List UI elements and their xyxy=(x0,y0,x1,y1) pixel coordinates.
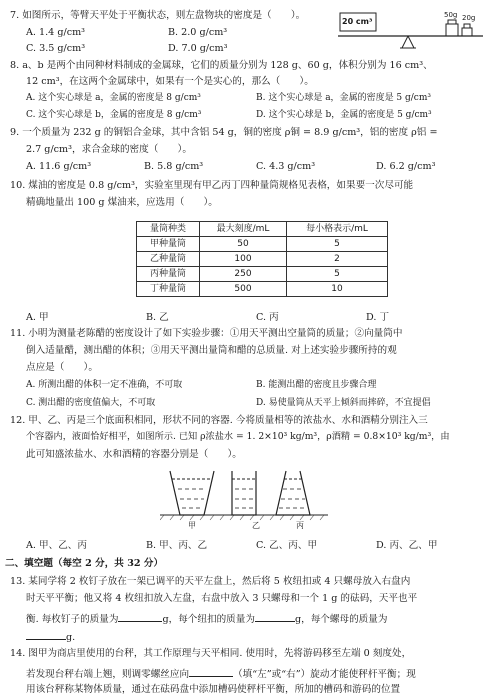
q11-line1: 11. 小明为测量老陈醋的密度设计了如下实验步骤：①用天平测出空量筒的质量；②向量筒中 xyxy=(10,328,403,339)
q13-text: g，每个螺母的质量为 xyxy=(294,614,388,625)
q8-option-c: C. 这个实心球是 b，金属的密度是 8 g/cm³ xyxy=(26,110,202,120)
q14-line1: 14. 图甲为商店里使用的台秤，其工作原理与天平相同. 使用时，先将游码移至左端 0 刻度处， xyxy=(10,648,412,659)
q14-text: 若发现台秤右端上翘，则调零螺丝应向 xyxy=(26,669,190,680)
table-header: 最大刻度/mL xyxy=(200,222,287,237)
q13-text: 衡. 每枚钉子的质量为 xyxy=(26,614,119,625)
q13-line2: 时天平平衡；他又将 4 枚纽扣放入左盘，右盘中放入 3 只螺母和一个 1 g 的砝码，天平也平 xyxy=(26,593,418,604)
table-cell: 5 xyxy=(287,237,388,252)
q7-weight-20g: 20g xyxy=(462,14,476,22)
answer-blank[interactable] xyxy=(189,666,233,677)
q7-weight-50g: 50g xyxy=(444,11,458,19)
q9-option-a: A. 11.6 g/cm³ xyxy=(26,161,92,172)
table-cell: 丁种量筒 xyxy=(137,282,200,297)
table-cell: 500 xyxy=(200,282,287,297)
table-cell: 250 xyxy=(200,267,287,282)
table-row xyxy=(137,252,388,267)
q10-line1: 10. 煤油的密度是 0.8 g/cm³，实验室里现有甲乙丙丁四种量筒规格见表格，如果要一次尽可能 xyxy=(10,180,414,191)
cylinder-spec-table xyxy=(136,221,388,297)
q12-line1: 12. 甲、乙、丙是三个底面积相同，形状不同的容器. 今将质量相等的浓盐水、水和酒精分别注入三 xyxy=(10,415,428,426)
q12-line2: 个容器内，液面恰好相平，如图所示. 已知 ρ浓盐水 = 1. 2×10³ kg/m³，ρ酒精 = 0.8×10³ kg/m³，由 xyxy=(26,431,450,442)
q11-line3: 点应是（ ）。 xyxy=(26,362,98,373)
table-header: 每小格表示/mL xyxy=(287,222,388,237)
q13-text: g，每个纽扣的质量为 xyxy=(162,614,255,625)
table-header: 量筒种类 xyxy=(137,222,200,237)
q7-option-d: D. 7.0 g/cm³ xyxy=(168,43,228,54)
q7-block-label: 20 cm³ xyxy=(342,17,373,26)
q8-option-d: D. 这个实心球是 b，金属的密度是 5 g/cm³ xyxy=(256,110,432,120)
table-row xyxy=(137,237,388,252)
q8-option-a: A. 这个实心球是 a，金属的密度是 8 g/cm³ xyxy=(26,93,201,103)
table-cell: 5 xyxy=(287,267,388,282)
q10-option-d: D. 丁 xyxy=(366,312,390,323)
q14-line2 xyxy=(26,666,416,680)
q11-option-c: C. 测出醋的密度值偏大，不可取 xyxy=(26,398,156,408)
q13-text: g. xyxy=(66,632,76,643)
section-heading: 二、填空题（每空 2 分，共 32 分） xyxy=(5,558,164,569)
q12-line3: 此可知盛浓盐水、水和酒精的容器分别是（ ）。 xyxy=(26,449,242,460)
q13-line4 xyxy=(26,629,75,643)
container-label-yi: 乙 xyxy=(252,521,260,530)
q8-option-b: B. 这个实心球是 a，金属的密度是 5 g/cm³ xyxy=(256,93,431,103)
q14-line3: 用该台秤称某物体质量，通过在砝码盘中添加槽码使秤杆平衡，所加的槽码和游码的位置 xyxy=(26,684,401,695)
q12-option-d: D. 丙、乙、甲 xyxy=(376,540,438,551)
q10-option-b: B. 乙 xyxy=(146,312,169,323)
q11-option-a: A. 所测出醋的体积一定不准确，不可取 xyxy=(26,380,183,390)
q12-option-b: B. 甲、丙、乙 xyxy=(146,540,208,551)
q12-containers-figure xyxy=(160,467,330,525)
q9-option-b: B. 5.8 g/cm³ xyxy=(144,161,204,172)
q11-line2: 倒入适量醋，测出醋的体积；③用天平测出量筒和醋的总质量. 对上述实验步骤所持的观 xyxy=(26,345,397,356)
q10-option-a: A. 甲 xyxy=(26,312,49,323)
table-cell: 10 xyxy=(287,282,388,297)
answer-blank[interactable] xyxy=(255,611,295,622)
table-cell: 2 xyxy=(287,252,388,267)
q11-option-b: B. 能测出醋的密度且步骤合理 xyxy=(256,380,377,390)
q10-option-c: C. 丙 xyxy=(256,312,279,323)
table-cell: 100 xyxy=(200,252,287,267)
container-label-bing: 丙 xyxy=(296,521,304,530)
q9-line2: 2.7 g/cm³，求合金球的密度（ ）。 xyxy=(26,144,192,155)
table-cell: 乙种量筒 xyxy=(137,252,200,267)
q11-option-d: D. 易使量筒从天平上倾斜而摔碎，不宜提倡 xyxy=(256,398,431,408)
table-row xyxy=(137,267,388,282)
q10-line2: 精确地量出 100 g 煤油来，应选用（ ）。 xyxy=(26,197,218,208)
answer-blank[interactable] xyxy=(118,611,162,622)
q12-option-c: C. 乙、丙、甲 xyxy=(256,540,318,551)
q7-option-b: B. 2.0 g/cm³ xyxy=(168,27,228,38)
table-header-row xyxy=(137,222,388,237)
q8-line1: 8. a、b 是两个由同种材料制成的金属球，它们的质量分别为 128 g、60 g，体积分别为 16 cm³、 xyxy=(10,60,433,71)
q9-option-c: C. 4.3 g/cm³ xyxy=(256,161,316,172)
container-label-jia: 甲 xyxy=(188,521,196,530)
q9-line1: 9. 一个质量为 232 g 的铜铝合金球，其中含铝 54 g，铜的密度 ρ铜 = 8.9 g/cm³，铝的密度 ρ铝 = xyxy=(10,127,438,138)
table-cell: 50 xyxy=(200,237,287,252)
answer-blank[interactable] xyxy=(26,629,66,640)
q14-text: （填“左”或“右”）旋动才能使秤杆平衡；现 xyxy=(233,669,416,680)
q8-line2: 12 cm³，在这两个金属球中，如果有一个是实心的，那么（ ）。 xyxy=(26,76,314,87)
q7-option-a: A. 1.4 g/cm³ xyxy=(26,27,86,38)
q13-line1: 13. 某同学将 2 枚钉子放在一架已调平的天平左盘上，然后将 5 枚纽扣或 4 只螺母放入右盘内 xyxy=(10,576,411,587)
table-cell: 甲种量筒 xyxy=(137,237,200,252)
table-row xyxy=(137,282,388,297)
q7-option-c: C. 3.5 g/cm³ xyxy=(26,43,86,54)
q9-option-d: D. 6.2 g/cm³ xyxy=(376,161,436,172)
q12-option-a: A. 甲、乙、丙 xyxy=(26,540,87,551)
q13-line3 xyxy=(26,611,387,625)
table-cell: 丙种量筒 xyxy=(137,267,200,282)
q7-stem: 7. 如图所示，等臂天平处于平衡状态，则左盘物块的密度是（ ）。 xyxy=(10,10,306,21)
